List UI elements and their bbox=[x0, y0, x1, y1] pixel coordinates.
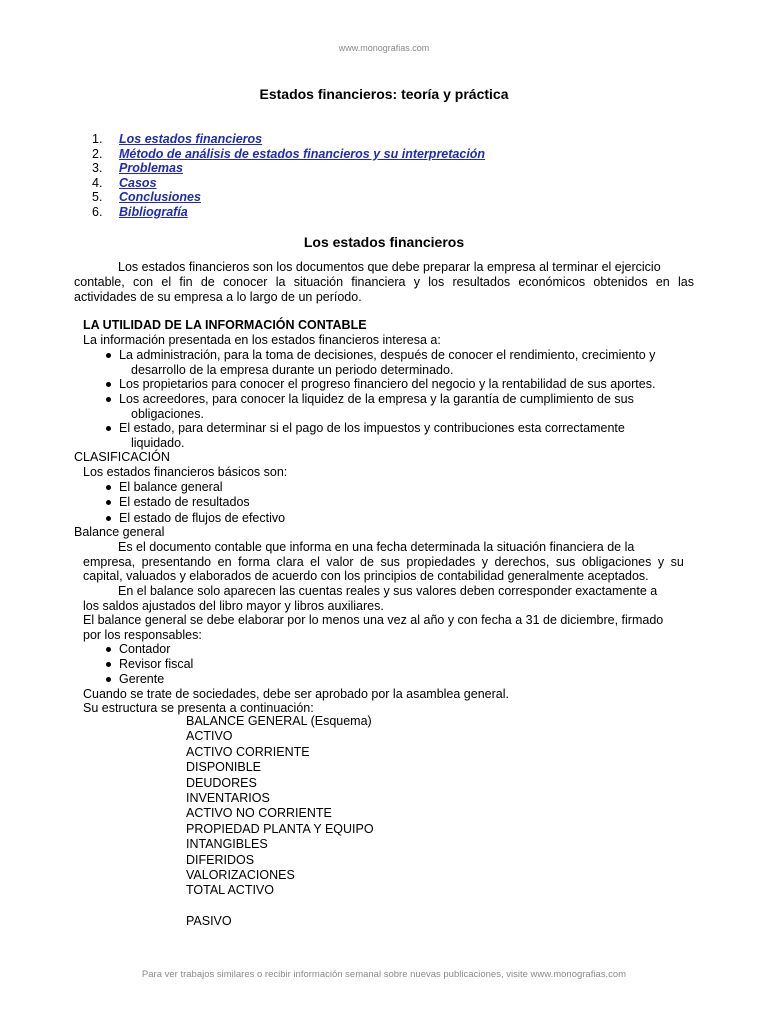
balance-paragraph-line: En el balance solo aparecen las cuentas reales y sus valores deben corresponder exactamente a bbox=[118, 584, 658, 598]
document-title: Estados financieros: teoría y práctica bbox=[259, 86, 509, 102]
bullet-icon bbox=[106, 662, 111, 667]
scheme-line: DISPONIBLE bbox=[186, 760, 262, 775]
intro-line: Los estados financieros son los documentos que debe preparar la empresa al terminar el ejercicio bbox=[118, 260, 661, 274]
scheme-line: INTANGIBLES bbox=[186, 837, 268, 852]
scheme-line: PROPIEDAD PLANTA Y EQUIPO bbox=[186, 821, 374, 836]
balance-paragraph-line: Es el documento contable que informa en una fecha determinada la situación financiera de la bbox=[118, 540, 635, 554]
toc-link[interactable]: Conclusiones bbox=[119, 190, 201, 205]
balance-paragraph-line: capital, valuados y elaborados de acuerdo con los principios de contabilidad generalmente aceptados. bbox=[83, 569, 649, 583]
scheme-line: VALORIZACIONES bbox=[186, 868, 295, 883]
balance-paragraph-line: por los responsables: bbox=[83, 628, 202, 642]
bullet-icon bbox=[106, 485, 111, 490]
page-footer: Para ver trabajos similares o recibir información semanal sobre nuevas publicaciones, visite www.monografias.com bbox=[141, 969, 627, 980]
utilidad-lead: La información presentada en los estados financieros interesa a: bbox=[83, 333, 441, 347]
toc-item bbox=[92, 205, 485, 220]
list-item: El estado de flujos de efectivo bbox=[119, 511, 286, 525]
balance-paragraph-line: Su estructura se presenta a continuación: bbox=[83, 701, 314, 715]
intro-line: contable, con el fin de conocer la situación financiera y los resultados económicos obtenidos en las bbox=[74, 275, 694, 289]
balance-heading: Balance general bbox=[74, 525, 165, 539]
list-item: Los propietarios para conocer el progreso financiero del negocio y la rentabilidad de sus aportes. bbox=[119, 377, 656, 391]
utilidad-heading: LA UTILIDAD DE LA INFORMACIÓN CONTABLE bbox=[83, 318, 367, 332]
toc-number: 1. bbox=[92, 132, 103, 146]
list-item: Contador bbox=[119, 642, 171, 656]
balance-paragraph-line: El balance general se debe elaborar por lo menos una vez al año y con fecha a 31 de diciembre, firmado bbox=[83, 613, 664, 627]
list-item: Revisor fiscal bbox=[119, 657, 194, 671]
page-header: www.monografias.com bbox=[338, 43, 430, 53]
bullet-icon bbox=[106, 500, 111, 505]
toc-number: 4. bbox=[92, 175, 103, 190]
balance-scheme bbox=[186, 714, 374, 930]
scheme-line: BALANCE GENERAL (Esquema) bbox=[186, 714, 372, 728]
scheme-line: TOTAL ACTIVO bbox=[186, 883, 274, 898]
toc-link[interactable]: Bibliografía bbox=[119, 204, 188, 219]
bullet-icon bbox=[106, 516, 111, 521]
list-item-continuation: liquidado. bbox=[131, 436, 185, 450]
list-item: El estado de resultados bbox=[119, 495, 250, 509]
bullet-icon bbox=[106, 677, 111, 682]
clasificacion-lead: Los estados financieros básicos son: bbox=[83, 465, 288, 479]
toc-item bbox=[92, 190, 485, 205]
list-item: Los acreedores, para conocer la liquidez de la empresa y la garantía de cumplimiento de sus bbox=[119, 392, 634, 406]
bullet-icon bbox=[106, 426, 111, 431]
list-item: El estado, para determinar si el pago de los impuestos y contribuciones esta correctamente bbox=[119, 421, 625, 435]
balance-paragraph-line: Cuando se trate de sociedades, debe ser aprobado por la asamblea general. bbox=[83, 687, 509, 701]
bullet-icon bbox=[106, 397, 111, 402]
toc-number: 3. bbox=[92, 161, 103, 176]
bullet-icon bbox=[106, 353, 111, 358]
list-item-continuation: obligaciones. bbox=[131, 407, 204, 421]
table-of-contents bbox=[92, 132, 485, 220]
scheme-line: DIFERIDOS bbox=[186, 852, 255, 867]
scheme-line: ACTIVO CORRIENTE bbox=[186, 744, 310, 759]
scheme-line bbox=[186, 899, 374, 914]
scheme-line: PASIVO bbox=[186, 914, 232, 929]
toc-item bbox=[92, 147, 485, 162]
scheme-line: ACTIVO bbox=[186, 729, 233, 744]
toc-item bbox=[92, 161, 485, 176]
balance-paragraph-line: empresa, presentando en forma clara el valor de sus propiedades y derechos, sus obligaciones y su bbox=[83, 555, 684, 569]
toc-link[interactable]: Método de análisis de estados financieros y su interpretación bbox=[119, 146, 486, 161]
bullet-icon bbox=[106, 382, 111, 387]
toc-number: 5. bbox=[92, 190, 103, 205]
intro-line: actividades de su empresa a lo largo de un período. bbox=[74, 290, 362, 304]
list-item-continuation: desarrollo de la empresa durante un periodo determinado. bbox=[131, 363, 454, 377]
balance-paragraph-line: los saldos ajustados del libro mayor y libros auxiliares. bbox=[83, 599, 384, 613]
toc-link[interactable]: Los estados financieros bbox=[119, 132, 263, 146]
toc-item bbox=[92, 132, 485, 147]
scheme-line: INVENTARIOS bbox=[186, 791, 270, 806]
toc-item bbox=[92, 176, 485, 191]
toc-link[interactable]: Problemas bbox=[119, 161, 183, 176]
bullet-icon bbox=[106, 647, 111, 652]
list-item: La administración, para la toma de decisiones, después de conocer el rendimiento, crecimiento y bbox=[119, 348, 656, 362]
list-item: El balance general bbox=[119, 480, 223, 494]
clasificacion-heading: CLASIFICACIÓN bbox=[74, 450, 170, 464]
list-item: Gerente bbox=[119, 672, 165, 686]
scheme-line: ACTIVO NO CORRIENTE bbox=[186, 806, 332, 821]
scheme-line: DEUDORES bbox=[186, 775, 257, 790]
section-title: Los estados financieros bbox=[303, 234, 465, 250]
toc-link[interactable]: Casos bbox=[119, 175, 157, 190]
toc-number: 2. bbox=[92, 146, 103, 161]
toc-number: 6. bbox=[92, 204, 103, 219]
